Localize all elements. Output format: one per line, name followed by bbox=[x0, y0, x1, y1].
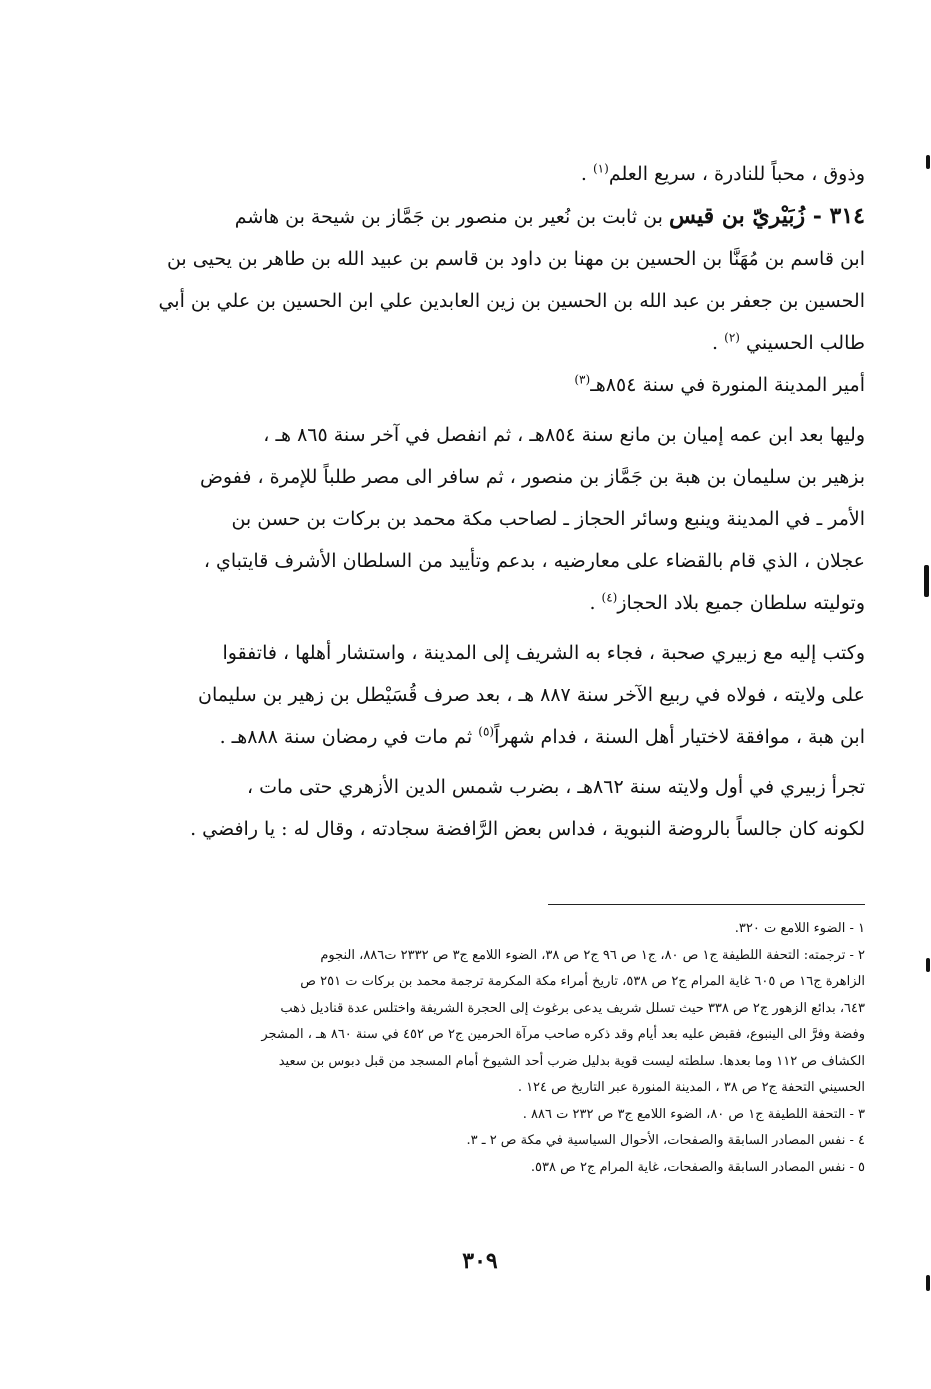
footnote: الزاهرة ج١٦ ص ٦٠٥ غاية المرام ج٢ ص ٥٣٨، تاريخ أمراء مكة المكرمة ترجمة محمد بن بركات ت ٢٥١ ص bbox=[300, 974, 865, 989]
footnotes bbox=[150, 916, 865, 1181]
scan-edge-mark bbox=[926, 1275, 930, 1291]
scan-edge-mark bbox=[924, 565, 929, 597]
scan-edge-mark bbox=[926, 155, 930, 169]
entry-heading-line: ٣١٤ - زُبَيْريّ بن قيس بن ثابت بن نُعير بن منصور بن جَمَّاز بن شيحة بن هاشم bbox=[234, 203, 865, 229]
footnote: وفضة وفرَّ الى الينبوع، فقبض عليه بعد أيام وقد ذكره صاحب مرآة الحرمين ج٢ ص ٤٥٢ في سنة ٨٦٠ هـ ، المشجر bbox=[261, 1027, 865, 1042]
footnote: الكشاف ص ١١٢ وما بعدها. سلطته ليست قوية بدليل ضرب أحد الشيوخ أمام المسجد من قبل دبوس بن سعيد bbox=[278, 1053, 865, 1069]
paragraph-1 bbox=[140, 414, 865, 624]
footnote-ref: (٢) bbox=[724, 330, 740, 345]
footnote: ٥ - نفس المصادر السابقة والصفحات، غاية المرام ج٢ ص ٥٣٨. bbox=[530, 1159, 865, 1175]
text-line: طالب الحسيني $^{(٢)}$ . bbox=[712, 330, 865, 354]
footnote: الحسيني التحفة ج٢ ص ٣٨ ، المدينة المنورة عبر التاريخ ص ١٢٤ . bbox=[517, 1080, 865, 1095]
footnote: ٤ - نفس المصادر السابقة والصفحات، الأحوال السياسية في مكة ص ٢ ـ ٣. bbox=[466, 1133, 865, 1148]
main-text bbox=[140, 153, 865, 850]
footnote-ref: (٥) bbox=[478, 724, 495, 739]
footnote: ٢ - ترجمته: التحفة اللطيفة ج١ ص ٨٠، ج١ ص ٩٦ ج٢ ص ٣٨، الضوء اللامع ج٣ ص ٢٣٣٢ ت٨٨٦، النجوم bbox=[320, 947, 865, 963]
footnote: ٣ - التحفة اللطيفة ج١ ص ٨٠، الضوء اللامع ج٣ ص ٢٣٢ ت ٨٨٦ . bbox=[522, 1106, 865, 1122]
text-line: تجرأ زبيري في أول ولايته سنة ٨٦٢هـ ، بضرب شمس الدين الأزهري حتى مات ، bbox=[246, 776, 865, 798]
text-line: وكتب إليه مع زبيري صحبة ، فجاء به الشريف إلى المدينة ، واستشار أهلها ، فاتفقوا bbox=[222, 642, 865, 664]
page-number: ٣٠٩ bbox=[462, 1248, 498, 1274]
text-line: ابن هبة ، موافقة لاختيار أهل السنة ، فدام شهراً$^{(٥)}$ ثم مات في رمضان سنة ٨٨٨هـ . bbox=[219, 724, 865, 748]
text-line: لكونه كان جالساً بالروضة النبوية ، فداس بعض الرَّافضة سجادته ، وقال له : يا رافضي . bbox=[190, 818, 865, 840]
text-line: عجلان ، الذي قام بالقضاء على معارضيه ، بدعم وتأييد من السلطان الأشرف قايتباي ، bbox=[203, 550, 865, 572]
paragraph-2 bbox=[140, 632, 865, 758]
entry-name: زُبَيْريّ بن قيس bbox=[668, 203, 806, 229]
scan-edge-mark bbox=[926, 958, 930, 972]
footnote: ١ - الضوء اللامع ت ٣٢٠. bbox=[734, 921, 865, 936]
text-line: على ولايته ، فولاه في ربيع الآخر سنة ٨٨٧ هـ ، بعد صرف قُسَيْطل بن زهير بن سليمان bbox=[198, 684, 865, 706]
footnote-separator bbox=[548, 904, 865, 905]
text-line: وليها بعد ابن عمه إميان بن مانع سنة ٨٥٤هـ ، ثم انفصل في آخر سنة ٨٦٥ هـ ، bbox=[263, 424, 865, 446]
text-line: الأمر ـ في المدينة وينبع وسائر الحجاز ـ لصاحب مكة محمد بن بركات بن حسن بن bbox=[231, 508, 865, 530]
footnote-ref: (٣) bbox=[574, 372, 591, 387]
paragraph-3 bbox=[140, 766, 865, 850]
text-line: وتوليته سلطان جميع بلاد الحجاز$^{(٤)}$ . bbox=[589, 590, 865, 614]
text-line: بزهير بن سليمان بن هبة بن جَمَّاز بن منصور ، ثم سافر الى مصر طلباً للإمرة ، ففوض bbox=[199, 466, 865, 488]
footnote-ref: (٤) bbox=[601, 590, 618, 605]
footnote-ref: (١) bbox=[592, 161, 609, 176]
biography-entry bbox=[140, 195, 865, 364]
entry-number: ٣١٤ - bbox=[805, 203, 865, 229]
text-line: الحسين بن جعفر بن عبد الله بن الحسين بن زين العابدين علي ابن الحسين بن علي بن أبي bbox=[158, 290, 865, 312]
amir-line: أمير المدينة المنورة في سنة ٨٥٤هـ$^{(٣)}$ bbox=[574, 372, 865, 396]
footnote: ٦٤٣، بدائع الزهور ج٢ ص ٣٣٨ حيث تسلل شريف يدعى برغوث إلى الحجرة الشريفة واختلس عدة قناديل ذهب bbox=[280, 1000, 865, 1016]
text-line: ابن قاسم بن مُهَنَّا بن الحسين بن مهنا بن داود بن قاسم بن عبيد الله بن طاهر بن يحيى بن bbox=[166, 248, 865, 270]
text-line: وذوق ، محباً للنادرة ، سريع العلم$^{(١)}$ . bbox=[580, 161, 865, 185]
